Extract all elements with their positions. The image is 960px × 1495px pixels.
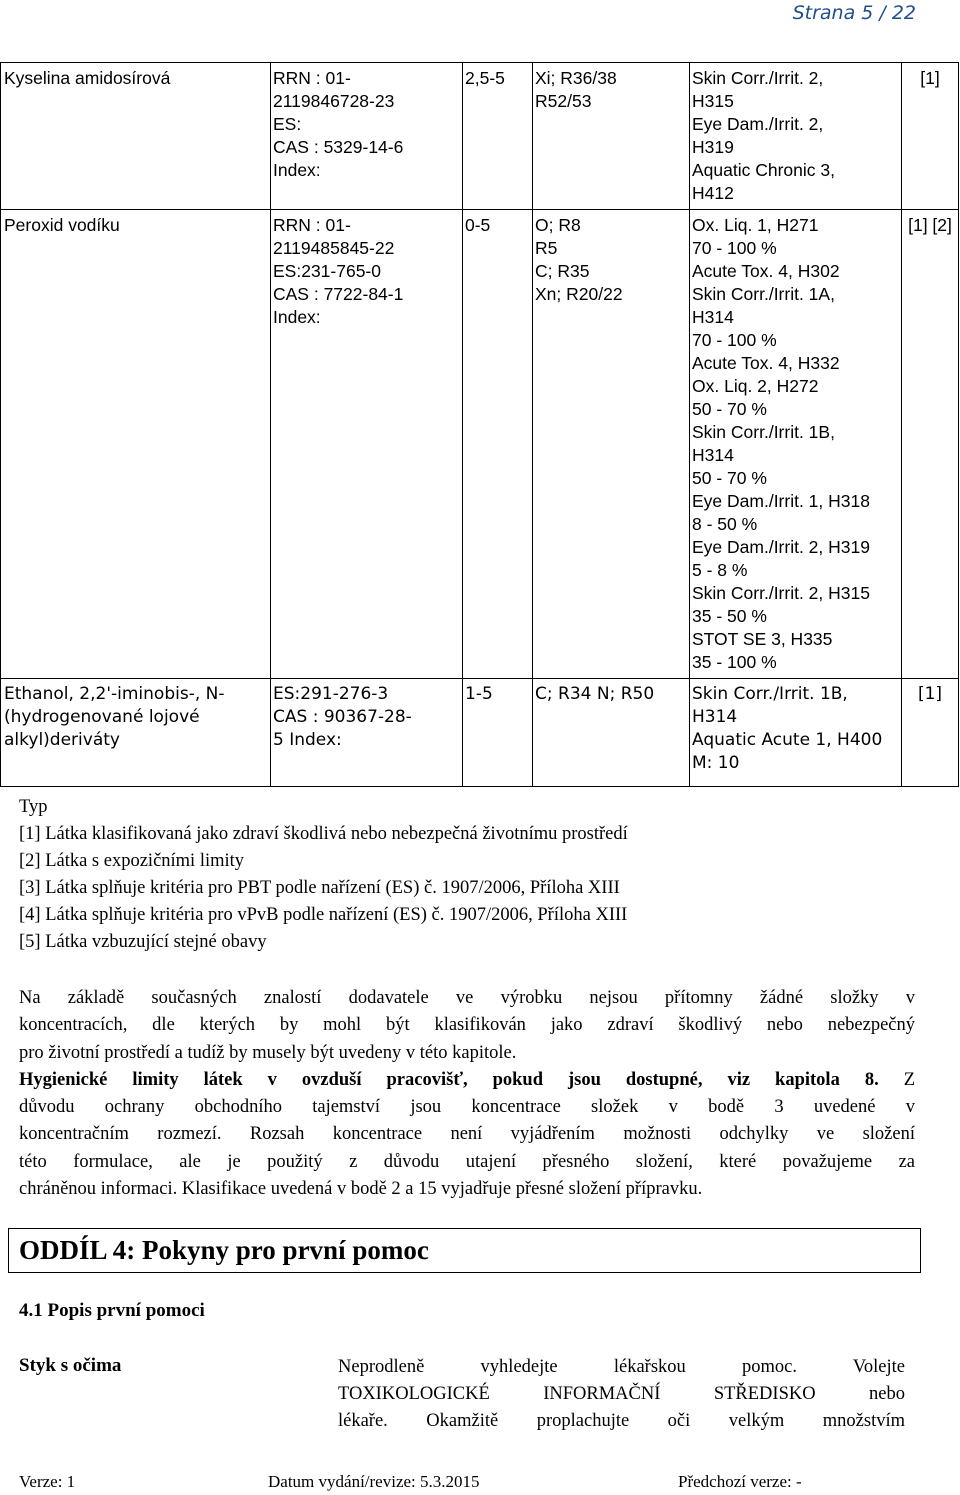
- legend-title: Typ: [19, 797, 48, 817]
- classification-clp: Skin Corr./Irrit. 2, H315 Eye Dam./Irrit. 2, H319 Aquatic Chronic 3, H412: [690, 63, 902, 210]
- exposure-limits-note: Hygienické limity látek v ovzduší pracovišť, pokud jsou dostupné, viz kapitola 8.: [19, 1069, 879, 1090]
- classification-67-548: Xi; R36/38 R52/53: [533, 63, 690, 210]
- legend-item: [1] Látka klasifikovaná jako zdraví škodlivá nebo nebezpečná životnímu prostředí: [19, 824, 628, 844]
- substance-name: Peroxid vodíku: [1, 210, 271, 679]
- legend-item: [4] Látka splňuje kritéria pro vPvB podle nařízení (ES) č. 1907/2006, Příloha XIII: [19, 905, 628, 925]
- footer-previous-version: Předchozí verze: -: [678, 1472, 802, 1491]
- table-row: [1, 63, 959, 210]
- legend-item: [5] Látka vzbuzující stejné obavy: [19, 932, 267, 952]
- classification-clp: Skin Corr./Irrit. 1B, H314 Aquatic Acute 1, H400 M: 10: [690, 679, 902, 787]
- footer-date: Datum vydání/revize: 5.3.2015: [268, 1472, 480, 1491]
- type-legend: [19, 794, 628, 956]
- classification-67-548: O; R8 R5 C; R35 Xn; R20/22: [533, 210, 690, 679]
- section-heading-box: [8, 1228, 921, 1273]
- substance-identifiers: RRN : 01- 2119485845-22 ES:231-765-0 CAS : 7722-84-1 Index:: [271, 210, 463, 679]
- type-note: [1]: [902, 63, 959, 210]
- substance-identifiers: ES:291-276-3 CAS : 90367-28- 5 Index:: [271, 679, 463, 787]
- composition-note-paragraph: Na základě současných znalostí dodavatele ve výrobku nejsou přítomny žádné složky v koncentracích, dle kterých by mohl být klasifikován jako zdraví škodlivý nebo nebezpečný pro životní prostředí a tudíž by musely být uvedeny v této kapitole. Hygienické limity látek v ovzduší pracovišť, pokud jsou dostupné, viz kapitola 8. Z důvodu ochrany obchodního tajemství jsou koncentrace složek v bodě 3 uvedené v koncentračním rozmezí. Rozsah koncentrace není vyjádřením možnosti odchylky ve složení této formulace, ale je použitý z důvodu utajení přesného složení, které považujeme za chráněnou informaci. Klasifikace uvedená v bodě 2 a 15 vyjadřuje přesné složení přípravku.: [19, 988, 915, 1200]
- concentration: 1-5: [463, 679, 533, 787]
- table-row: [1, 679, 959, 787]
- page-number: Strana 5 / 22: [792, 2, 916, 24]
- type-note: [1] [2]: [902, 210, 959, 679]
- type-note: [1]: [902, 679, 959, 787]
- substance-name: Ethanol, 2,2'-iminobis-, N- (hydrogenované lojové alkyl)deriváty: [1, 679, 271, 787]
- table-row: [1, 210, 959, 679]
- classification-67-548: C; R34 N; R50: [533, 679, 690, 787]
- substance-name: Kyselina amidosírová: [1, 63, 271, 210]
- first-aid-eye-text: Neprodleně vyhledejte lékařskou pomoc. Volejte TOXIKOLOGICKÉ INFORMAČNÍ STŘEDISKO nebo lékaře. Okamžitě proplachujte oči velkým množstvím: [338, 1357, 905, 1431]
- section-title: ODDÍL 4: Pokyny pro první pomoc: [19, 1235, 429, 1265]
- footer-version: Verze: 1: [19, 1472, 76, 1491]
- legend-item: [3] Látka splňuje kritéria pro PBT podle nařízení (ES) č. 1907/2006, Příloha XIII: [19, 878, 620, 898]
- subsection-title: 4.1 Popis první pomoci: [19, 1300, 205, 1321]
- legend-item: [2] Látka s expozičními limity: [19, 851, 245, 871]
- composition-table: [0, 62, 959, 787]
- first-aid-eye-label: Styk s očima: [19, 1355, 122, 1376]
- classification-clp: Ox. Liq. 1, H271 70 - 100 % Acute Tox. 4, H302 Skin Corr./Irrit. 1A, H314 70 - 100 % Acute Tox. 4, H332 Ox. Liq. 2, H272 50 - 70 % Skin Corr./Irrit. 1B, H314 50 - 70 % Eye Dam./Irrit. 1, H318 8 - 50 % Eye Dam./Irrit. 2, H319 5 - 8 % Skin Corr./Irrit. 2, H315 35 - 50 % STOT SE 3, H335 35 - 100 %: [690, 210, 902, 679]
- substance-identifiers: RRN : 01- 2119846728-23 ES: CAS : 5329-14-6 Index:: [271, 63, 463, 210]
- concentration: 2,5-5: [463, 63, 533, 210]
- concentration: 0-5: [463, 210, 533, 679]
